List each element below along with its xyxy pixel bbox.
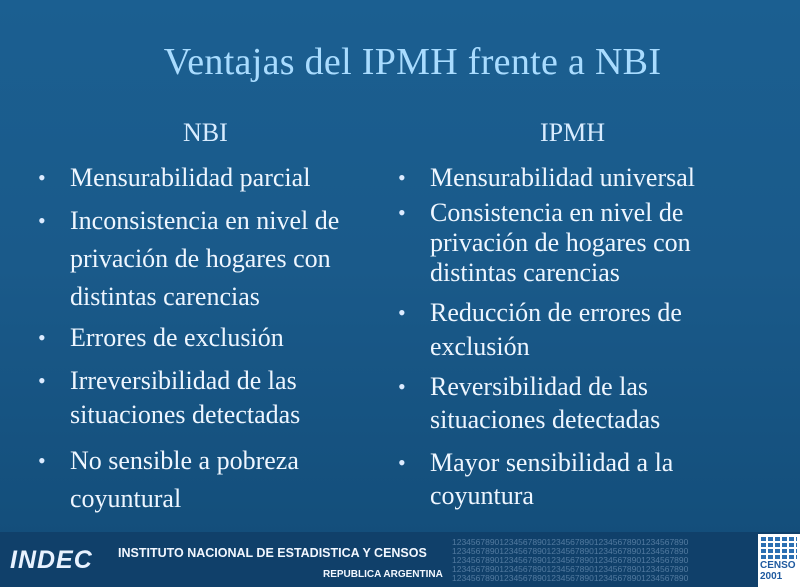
country-name: REPUBLICA ARGENTINA <box>323 569 443 580</box>
ipmh-heading: IPMH <box>540 118 606 147</box>
slide-title: Ventajas del IPMH frente a NBI <box>163 41 662 83</box>
footer-bar <box>0 532 800 587</box>
digits-watermark: 12345678901234567890123456789012345678901234567890 12345678901234567890123456789012345678901234567890 12345678901234567890123456789012345678901234567890 12345678901234567890123456789012345678901234567890 12345678901234567890123456789012345678901234567890 <box>452 538 689 583</box>
list-item: • Inconsistencia en nivel de privación de hogares con distintas carencias <box>38 202 378 316</box>
list-item: • Mensurabilidad universal <box>398 163 695 192</box>
org-name: INSTITUTO NACIONAL DE ESTADISTICA Y CENSOS <box>118 546 427 560</box>
bullet-icon: • <box>38 368 46 393</box>
bullet-icon: • <box>38 165 46 190</box>
list-item: • Errores de exclusión <box>38 323 284 352</box>
list-item: • Irreversibilidad de las situaciones detectadas <box>38 366 301 429</box>
indec-logo: INDEC <box>10 546 93 574</box>
censo-label: CENSO <box>760 560 796 571</box>
list-item: • No sensible a pobreza coyuntural <box>38 442 378 518</box>
bullet-icon: • <box>38 448 46 473</box>
bullet-icon: • <box>398 200 406 225</box>
list-item: • Reversibilidad de las situaciones detectadas <box>398 372 661 434</box>
bullet-icon: • <box>398 374 406 399</box>
list-item: • Consistencia en nivel de privación de hogares con distintas carencias <box>398 198 691 287</box>
list-item: • Mayor sensibilidad a la coyuntura <box>398 448 674 510</box>
bullet-icon: • <box>398 300 406 325</box>
grid-icon <box>761 537 797 559</box>
nbi-heading: NBI <box>183 118 228 147</box>
censo-logo <box>758 534 800 587</box>
bullet-icon: • <box>398 450 406 475</box>
list-item: • Mensurabilidad parcial <box>38 163 311 192</box>
censo-year: 2001 <box>760 571 783 582</box>
list-item: • Reducción de errores de exclusión <box>398 298 682 361</box>
bullet-icon: • <box>38 325 46 350</box>
ipmh-list <box>398 162 758 512</box>
bullet-icon: • <box>38 208 46 233</box>
bullet-icon: • <box>398 165 406 190</box>
nbi-list <box>38 162 378 518</box>
